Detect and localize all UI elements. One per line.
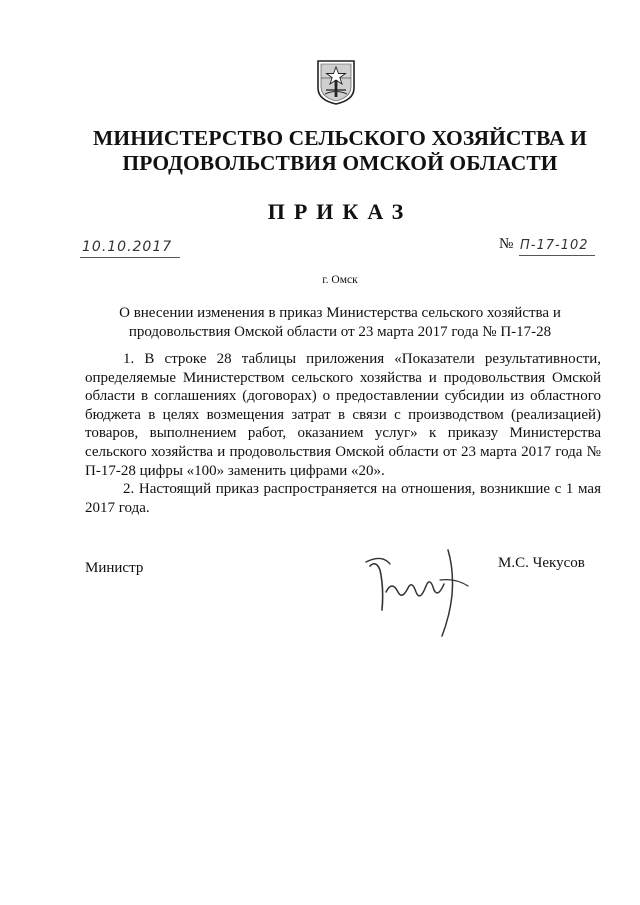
order-paragraph-2: 2. Настоящий приказ распространяется на отношения, возникшие с 1 мая 2017 года.: [85, 481, 601, 516]
order-subject-line-1: О внесении изменения в приказ Министерства сельского хозяйства и: [119, 305, 561, 321]
handwritten-date: 10.10.2017: [82, 239, 173, 255]
organization-title: [70, 126, 610, 176]
city: г. Омск: [322, 274, 358, 286]
omsk-coat-of-arms-icon: [314, 58, 358, 106]
order-body: [85, 350, 601, 517]
signer-name: М.С. Чекусов: [498, 555, 585, 571]
number-label: №: [499, 236, 514, 252]
number-underline: [519, 255, 595, 256]
organization-title-line-2: ПРОДОВОЛЬСТВИЯ ОМСКОЙ ОБЛАСТИ: [122, 151, 558, 175]
handwritten-order-number: П-17-102: [520, 238, 589, 253]
signer-position: Министр: [85, 560, 144, 576]
order-paragraph-1: 1. В строке 28 таблицы приложения «Показатели результативности, определяемые Министерством сельского хозяйства и продовольствия Омской области в соглашениях (договорах) о предоставлении субсидии из областного бюджета в целях возмещения затрат в связи с производством (реализацией) товаров, выполнением работ, оказанием услуг» к приказу Министерства сельского хозяйства и продовольствия Омской области от 23 марта 2017 года № П-17-28 цифры «100» заменить цифрами «20».: [85, 351, 601, 479]
document-type: ПРИКАЗ: [267, 199, 413, 224]
handwritten-signature-icon: [356, 540, 476, 640]
date-underline: [80, 257, 180, 258]
order-subject-line-2: продовольствия Омской области от 23 марта 2017 года № П-17-28: [128, 324, 552, 340]
organization-title-line-1: МИНИСТЕРСТВО СЕЛЬСКОГО ХОЗЯЙСТВА И: [92, 126, 587, 150]
order-subject: [88, 304, 592, 342]
